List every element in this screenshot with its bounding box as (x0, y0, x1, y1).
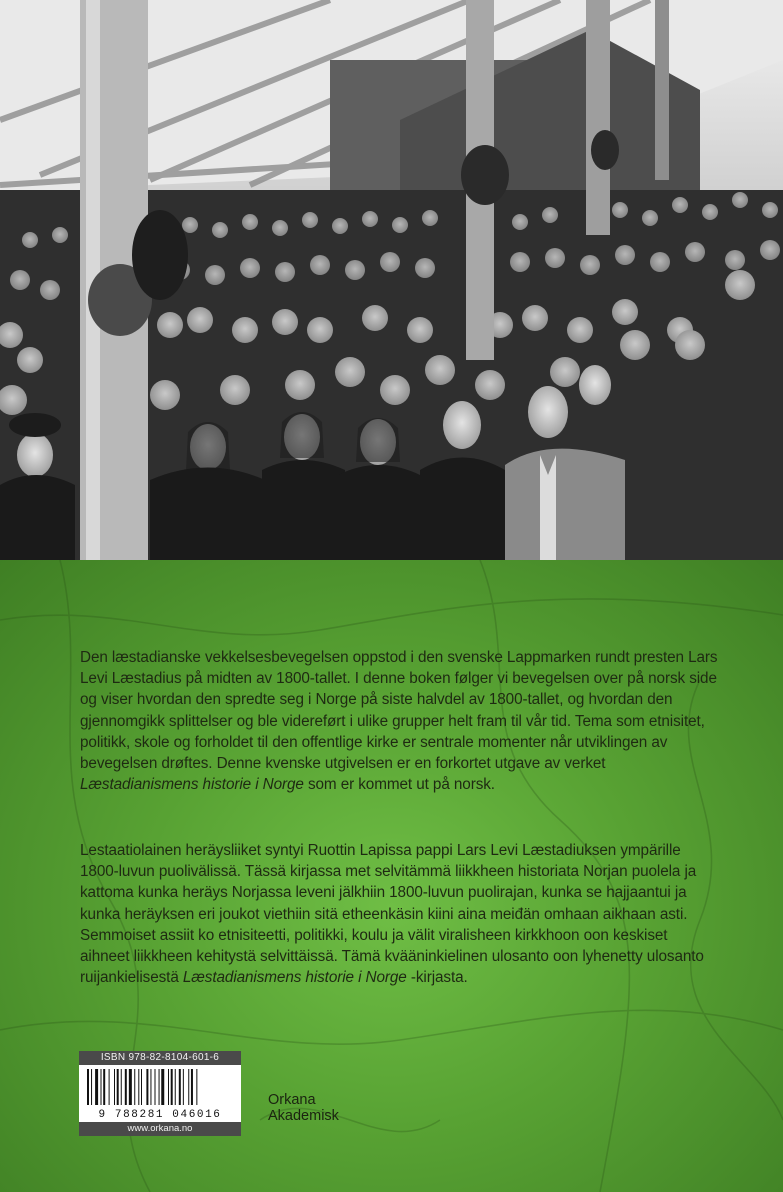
barcode-bar (129, 1069, 132, 1105)
barcode-bar (183, 1069, 184, 1105)
barcode-bar (114, 1069, 115, 1105)
barcode-bar (109, 1069, 110, 1105)
barcode (79, 1065, 241, 1122)
blurb-norwegian-text: Den læstadianske vekkelsesbevegelsen oppstod i den svenske Lappmarken rundt presten Lars Levi Læstadius på midten av 1800-tallet. I denne boken følger vi bevegelsen over på norsk side og viser hvordan den spredte seg i Norge på siste halvdel av 1800-tallet, og hvordan den gjennomgikk splittelser og ble videreført i ulike grupper helt fram til vår tid. Tema som etnisitet, politikk, skole og forholdet til den offentlige kirke er sentrale momenter når utviklingen av bevegelsen drøftes. Denne kvenske utgivelsen er en forkortet utgave av verket (80, 649, 718, 773)
barcode-bar (146, 1069, 148, 1105)
blurb-kven-tail: -kirjasta. (406, 969, 468, 987)
barcode-block (79, 1051, 241, 1136)
publisher-name-line2: Akademisk (268, 1108, 339, 1124)
barcode-bar (101, 1069, 102, 1105)
photo-illustration (0, 0, 783, 560)
blurb-norwegian-tail: som er kommet ut på norsk. (303, 776, 495, 794)
barcode-bar (91, 1069, 92, 1105)
barcode-bar (103, 1069, 105, 1105)
blurb-norwegian (80, 647, 720, 795)
blurb-kven (80, 840, 720, 988)
barcode-bar (175, 1069, 176, 1105)
barcode-bar (95, 1069, 98, 1105)
barcode-bar (179, 1069, 181, 1105)
barcode-digits: 9 788281 046016 (98, 1109, 222, 1121)
barcode-bar (159, 1069, 160, 1105)
barcode-bar (171, 1069, 173, 1105)
barcode-bar (196, 1069, 197, 1105)
blurb-kven-book-title: Læstadianismens historie i Norge (182, 969, 407, 987)
barcode-bar (121, 1069, 122, 1105)
isbn-label: ISBN 978-82-8104-601-6 (79, 1051, 241, 1065)
barcode-bar (161, 1069, 164, 1105)
publisher-url: www.orkana.no (79, 1122, 241, 1136)
publisher-logo (268, 1092, 339, 1124)
barcode-bars-icon (85, 1069, 235, 1109)
barcode-bar (168, 1069, 169, 1105)
barcode-bar (125, 1069, 127, 1105)
barcode-bar (191, 1069, 193, 1105)
blurb-kven-text: Lestaatiolainen heräysliiket syntyi Ruottin Lapissa pappi Lars Levi Læstadiuksen ympärille 1800-luvun puolivälissä. Tässä kirjassa met selvitämmä liikkheen historiata Norjan puolela ja kattoma kunka heräys Norjassa leveni jälkhiin 1800-luvun puolirajan, kunka se hajjaantui ja kunka heräyksen eri joukot viethiin sitä etheenkäsin kiini aina meiđän omhaan aikhaan asti. Semmoiset assiit ko etnisiteetti, politikki, koulu ja välit viralisheen kirkkhoon oon keskiset aihneet liikkheen kehitystä selvittäissä. Tämä kvääninkielinen ulosanto oon lyhenetty ulosanto ruijankielisestä (80, 842, 704, 987)
barcode-bar (87, 1069, 89, 1105)
barcode-bar (150, 1069, 151, 1105)
barcode-bar (117, 1069, 119, 1105)
barcode-bar (155, 1069, 156, 1105)
barcode-bar (188, 1069, 189, 1105)
barcode-bar (138, 1069, 139, 1105)
barcode-bar (134, 1069, 135, 1105)
barcode-bar (141, 1069, 142, 1105)
blurb-norwegian-book-title: Læstadianismens historie i Norge (80, 776, 304, 794)
publisher-name-line1: Orkana (268, 1092, 316, 1108)
historic-crowd-photo (0, 0, 783, 560)
